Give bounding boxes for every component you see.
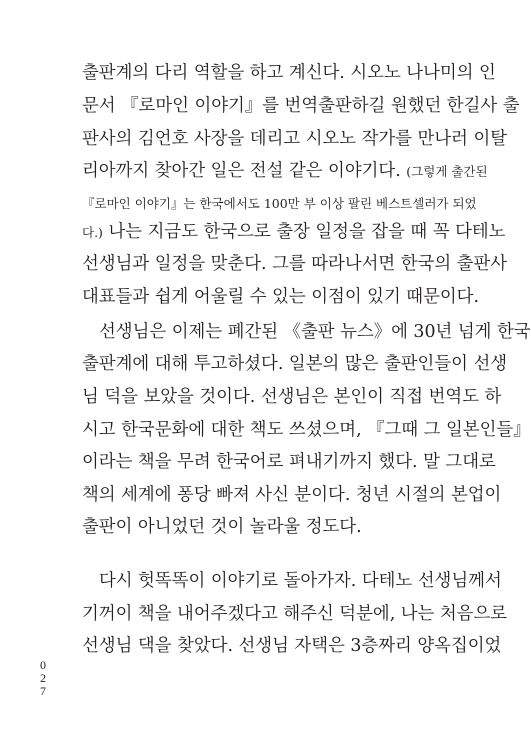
page-number-digit: 7 [40, 684, 46, 698]
text-line: 출판계의 다리 역할을 하고 계신다. 시오노 나나미의 인 [82, 63, 496, 83]
parenthetical-note: (그렇게 출간된 [406, 164, 488, 179]
text-line: 선생님과 일정을 맞춘다. 그를 따라나서면 한국의 출판사 [82, 254, 508, 274]
text-line: 선생님 댁을 찾았다. 선생님 자택은 3층짜리 양옥집이었 [82, 636, 502, 656]
text-line: 대표들과 쉽게 어울릴 수 있는 이점이 있기 때문이다. [82, 287, 480, 307]
text-line: 문서 『로마인 이야기』를 번역출판하길 원했던 한길사 출 [82, 96, 520, 116]
text-line: 기꺼이 책을 내어주겠다고 해주신 덕분에, 나는 처음으로 [82, 604, 508, 624]
text-line: 다.) 나는 지금도 한국으로 출장 일정을 잡을 때 꼭 다테노 [82, 222, 506, 242]
parenthetical-note: 다.) [82, 225, 103, 240]
text-line: 선생님은 이제는 폐간된 《출판 뉴스》에 30년 넘게 한국 [99, 322, 531, 342]
text-line: 출판계에 대해 투고하셨다. 일본의 많은 출판인들이 선생 [82, 354, 508, 374]
text-line: 『로마인 이야기』는 한국에서도 100만 부 이상 팔린 베스트셀러가 되었 [82, 196, 477, 211]
text-line: 리아까지 찾아간 일은 전설 같은 이야기다. (그렇게 출간된 [82, 161, 488, 181]
text-line: 책의 세계에 퐁당 빠져 사신 분이다. 청년 시절의 본업이 [82, 485, 502, 505]
text-line: 판사의 김언호 사장을 데리고 시오노 작가를 만나러 이탈 [82, 129, 508, 149]
page-number-digit: 2 [40, 671, 46, 685]
text-line: 출판이 아니었던 것이 놀라울 정도다. [82, 517, 362, 537]
text-line: 다시 헛똑똑이 이야기로 돌아가자. 다테노 선생님께서 [99, 571, 502, 591]
page-number [36, 659, 50, 698]
page-number-digit: 0 [40, 658, 46, 672]
text-line: 이라는 책을 무려 한국어로 펴내기까지 했다. 말 그대로 [82, 452, 496, 472]
text-line: 님 덕을 보았을 것이다. 선생님은 본인이 직접 번역도 하 [82, 387, 502, 407]
text-line: 시고 한국문화에 대한 책도 쓰셨으며, 『그때 그 일본인들』 [82, 420, 531, 440]
